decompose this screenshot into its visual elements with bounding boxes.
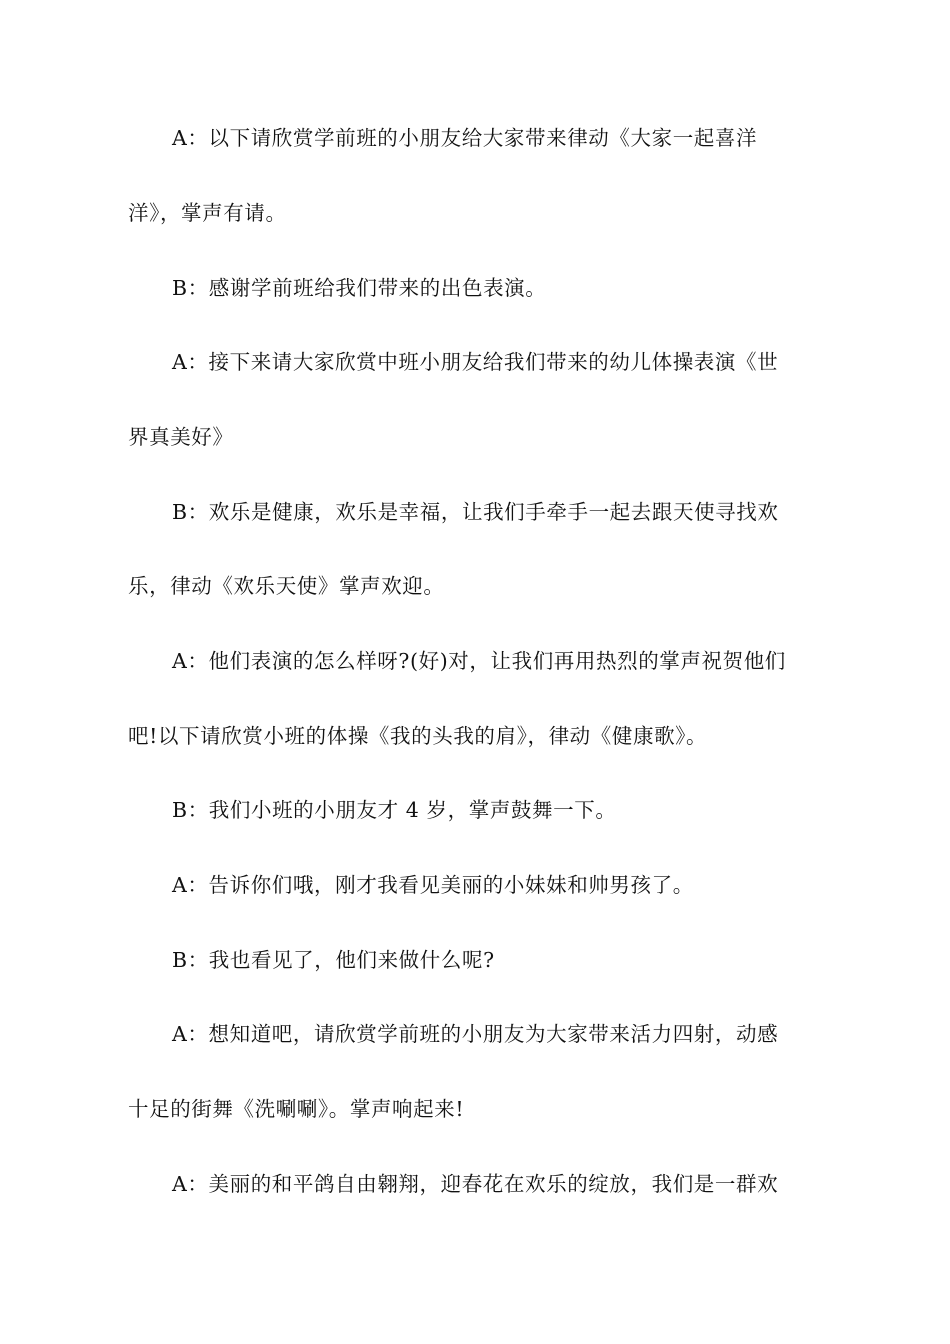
text-line-7: 乐，律动《欢乐天使》掌声欢迎。 <box>128 574 445 598</box>
text-line-11: A：告诉你们哦，刚才我看见美丽的小妹妹和帅男孩了。 <box>172 873 694 897</box>
text-line-5: 界真美好》 <box>128 425 234 449</box>
text-line-14: 十足的街舞《洗唰唰》。掌声响起来! <box>128 1097 465 1121</box>
text-line-2: 洋》，掌声有请。 <box>128 201 287 225</box>
text-line-10: B：我们小班的小朋友才 4 岁，掌声鼓舞一下。 <box>172 798 617 822</box>
text-line-9: 吧!以下请欣赏小班的体操《我的头我的肩》，律动《健康歌》。 <box>128 724 708 748</box>
text-line-1: A：以下请欣赏学前班的小朋友给大家带来律动《大家一起喜洋 <box>172 126 758 150</box>
text-line-6: B：欢乐是健康，欢乐是幸福，让我们手牵手一起去跟天使寻找欢 <box>172 500 779 524</box>
text-line-13: A：想知道吧，请欣赏学前班的小朋友为大家带来活力四射，动感 <box>172 1022 779 1046</box>
text-line-15: A：美丽的和平鸽自由翱翔，迎春花在欢乐的绽放，我们是一群欢 <box>172 1172 779 1196</box>
text-line-3: B：感谢学前班给我们带来的出色表演。 <box>172 276 547 300</box>
text-line-4: A：接下来请大家欣赏中班小朋友给我们带来的幼儿体操表演《世 <box>172 350 779 374</box>
text-line-12: B：我也看见了，他们来做什么呢? <box>172 948 495 972</box>
text-line-8: A：他们表演的怎么样呀?(好)对，让我们再用热烈的掌声祝贺他们 <box>172 649 786 673</box>
